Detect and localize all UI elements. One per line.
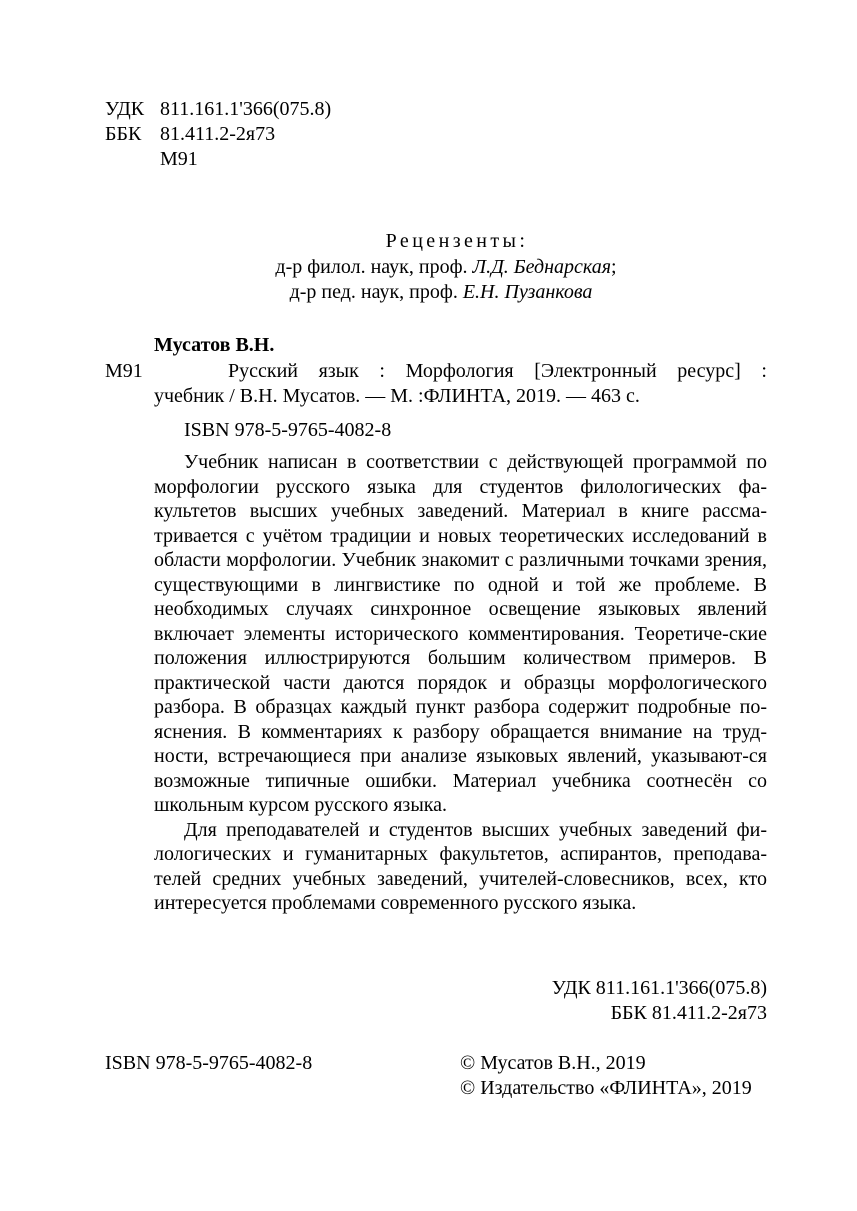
udc-label: УДК [105, 98, 145, 121]
udc-bottom: УДК 811.161.1'366(075.8) [551, 977, 767, 999]
abstract [154, 450, 767, 916]
title-word: ресурс] [677, 360, 741, 382]
copyright-block [460, 1051, 752, 1101]
bbk-bottom: ББК 81.411.2-2я73 [610, 1002, 767, 1024]
bbk-value: 81.411.2-2я73 [160, 123, 276, 146]
index-block-bottom [552, 976, 767, 1026]
book-author: Мусатов В.Н. [154, 334, 275, 356]
book-title-line-2: учебник / В.Н. Мусатов. — М. :ФЛИНТА, 2019. — 463 с. [154, 384, 640, 407]
bibliographic-entry [154, 359, 767, 408]
reviewer-name: Л.Д. Беднарская [472, 256, 612, 278]
author-code: М91 [160, 148, 198, 171]
title-word: : [379, 360, 385, 382]
reviewer-line [105, 280, 767, 305]
copyright-author: © Мусатов В.Н., 2019 [460, 1052, 646, 1074]
bib-author-code: М91 [105, 360, 143, 382]
classification-block [105, 97, 331, 172]
title-word: Морфология [405, 360, 514, 382]
title-word: : [761, 360, 767, 382]
reviewer-suffix: ; [611, 256, 617, 278]
reviewer-name: Е.Н. Пузанкова [462, 281, 593, 303]
reviewers-block [105, 229, 767, 305]
abstract-paragraph: Для преподавателей и студентов высших учебных заведений фи-лологических и гуманитарных факультетов, аспирантов, преподава-телей средних учебных заведений, учителей-словесников, всех, кто интересуется проблемами современного русского языка. [154, 818, 767, 914]
title-word: Русский [228, 360, 298, 382]
udc-row [105, 97, 331, 122]
bib-isbn: ISBN 978-5-9765-4082-8 [184, 419, 392, 441]
reviewers-heading: Рецензенты: [385, 230, 529, 252]
footer-isbn: ISBN 978-5-9765-4082-8 [105, 1052, 313, 1074]
copyright-publisher: © Издательство «ФЛИНТА», 2019 [460, 1077, 752, 1099]
reviewer-line [105, 255, 767, 280]
reviewer-degree: д-р пед. наук, проф. [289, 281, 463, 303]
book-title-line [154, 359, 767, 384]
abstract-paragraph: Учебник написан в соответствии с действующей программой по морфологии русского языка для студентов филологических фа-культетов высших учебных заведений. Материал в книге рассма-тривается с учётом традиции и новых теоретических исследований в области морфологии. Учебник знакомит с различными точками зрения, существующими в лингвистике по одной и той же проблеме. В необходимых случаях синхронное освещение языковых явлений включает элементы исторического комментирования. Теоретиче-ские положения иллюстрируются большим количеством примеров. В практической части даются порядок и образцы морфологического разбора. В образцах каждый пункт разбора содержит подробные по-яснения. В комментариях к разбору обращается внимание на труд-ности, встречающиеся при анализе языковых явлений, указывают-ся возможные типичные ошибки. Материал учебника соотнесён со школьным курсом русского языка. [154, 451, 767, 816]
title-word: [Электронный [534, 360, 657, 382]
title-word: язык [318, 360, 359, 382]
bbk-label: ББК [105, 123, 142, 146]
udc-value: 811.161.1'366(075.8) [160, 98, 332, 121]
bbk-row [105, 122, 331, 147]
reviewer-degree: д-р филол. наук, проф. [275, 256, 473, 278]
